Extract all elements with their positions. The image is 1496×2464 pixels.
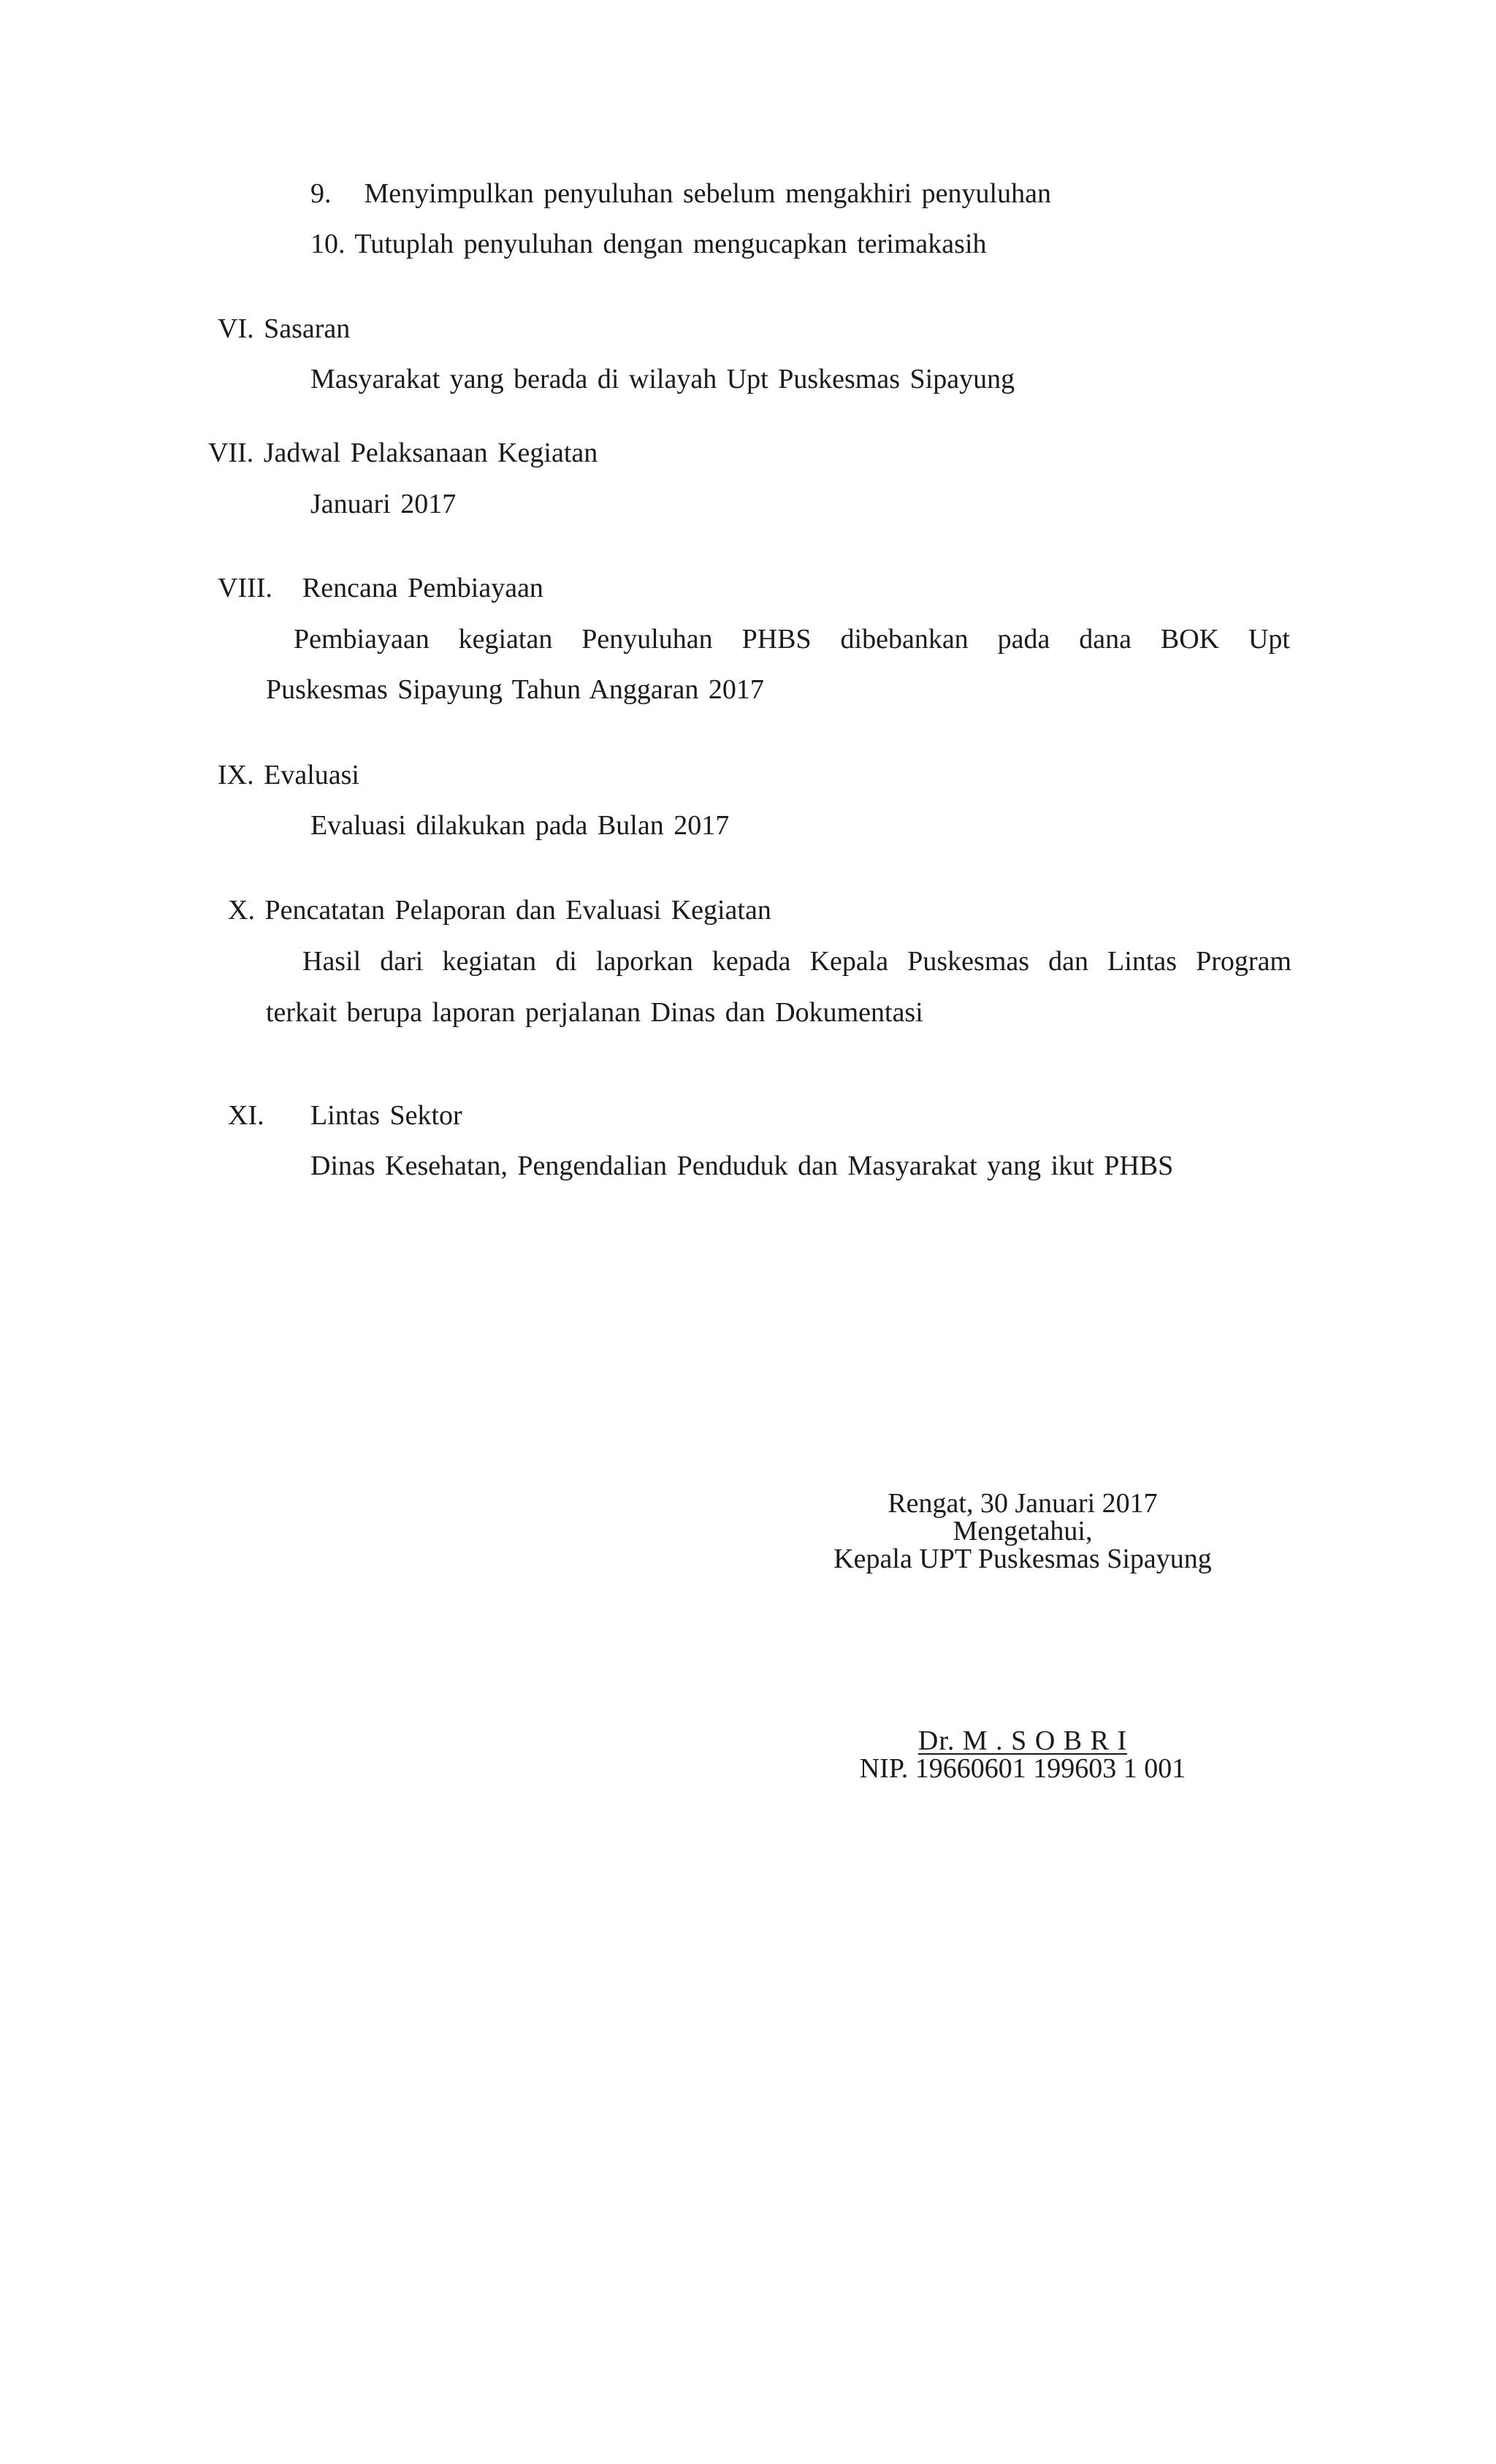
section-number: VI.	[218, 313, 254, 344]
list-item-text: Tutuplah penyuluhan dengan mengucapkan terimakasih	[354, 229, 987, 259]
list-item-10	[310, 228, 987, 260]
section-vi-heading	[218, 313, 350, 345]
section-number: VIII.	[218, 573, 272, 603]
section-ix-body: Evaluasi dilakukan pada Bulan 2017	[310, 810, 730, 841]
section-number: VII.	[208, 438, 254, 468]
section-x-body-line2: terkait berupa laporan perjalanan Dinas dan Dokumentasi	[266, 997, 923, 1028]
section-vi-body: Masyarakat yang berada di wilayah Upt Puskesmas Sipayung	[310, 364, 1015, 394]
acknowledged-label: Mengetahui,	[953, 1516, 1093, 1546]
section-vii-body: Januari 2017	[310, 489, 457, 519]
section-x-body-line1: Hasil dari kegiatan di laporkan kepada Kepala Puskesmas dan Lintas Program	[302, 946, 1291, 977]
section-viii-heading	[218, 572, 543, 604]
section-xi-number: XI.	[228, 1100, 264, 1131]
list-item-9	[310, 178, 1051, 210]
section-title: Rencana Pembiayaan	[302, 573, 543, 603]
signer-position: Kepala UPT Puskesmas Sipayung	[833, 1544, 1212, 1574]
section-number: IX.	[218, 760, 254, 790]
section-x-heading	[228, 894, 771, 926]
section-vii-heading	[208, 437, 598, 469]
section-ix-heading	[218, 759, 359, 791]
section-viii-body-line2: Puskesmas Sipayung Tahun Anggaran 2017	[266, 674, 764, 705]
list-item-text: Menyimpulkan penyuluhan sebelum mengakhiri penyuluhan	[364, 178, 1051, 209]
section-xi-body: Dinas Kesehatan, Pengendalian Penduduk dan Masyarakat yang ikut PHBS	[310, 1151, 1174, 1181]
signer-nip: NIP. 19660601 199603 1 001	[859, 1753, 1186, 1784]
list-item-number: 10.	[310, 229, 346, 259]
section-xi-title: Lintas Sektor	[310, 1100, 462, 1131]
place-date: Rengat, 30 Januari 2017	[888, 1488, 1158, 1519]
section-title: Jadwal Pelaksanaan Kegiatan	[263, 438, 598, 468]
section-number: X.	[228, 895, 255, 926]
list-item-number: 9.	[310, 178, 332, 209]
section-title: Sasaran	[264, 313, 351, 344]
section-title: Pencatatan Pelaporan dan Evaluasi Kegiatan	[264, 895, 771, 926]
section-title: Evaluasi	[264, 760, 359, 790]
section-viii-body-line1: Pembiayaan kegiatan Penyuluhan PHBS dibebankan pada dana BOK Upt	[294, 624, 1290, 655]
signer-name: Dr. M . S O B R I	[917, 1725, 1128, 1756]
